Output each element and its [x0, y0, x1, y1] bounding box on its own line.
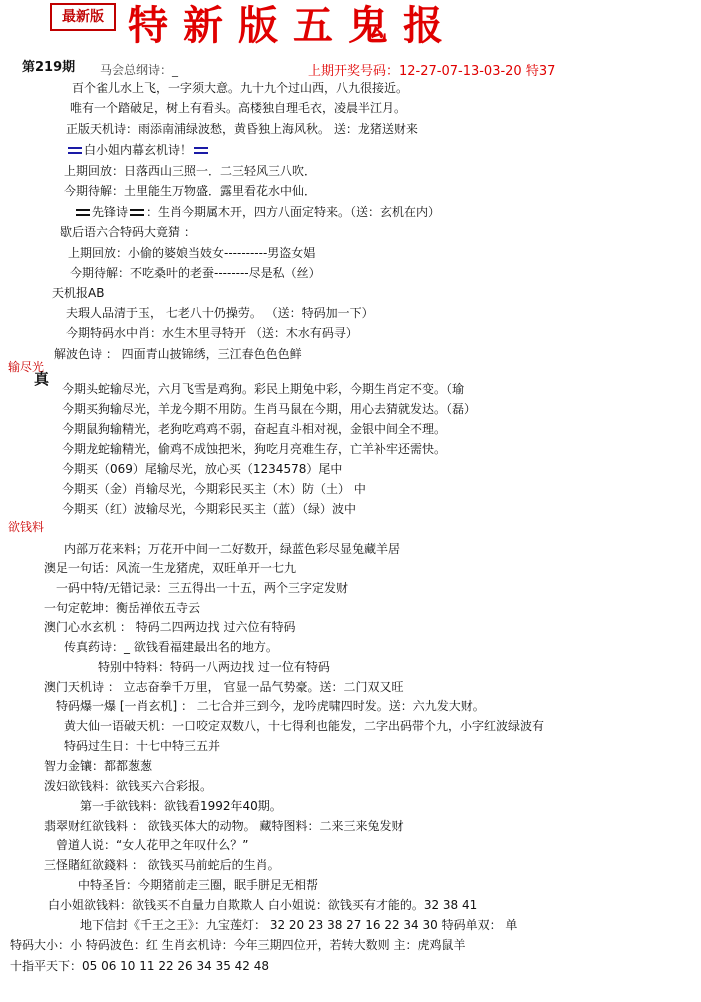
fax-poem: 传真药诗：_ 欲钱看福建最出名的地方。: [64, 640, 278, 654]
page-title: 特新版五鬼报: [128, 2, 458, 49]
tianji-poem: 正版天机诗：雨添南浦绿波愁，黄昏独上海风秋。 送：龙猪送财来: [66, 122, 418, 136]
one-code-special: 一码中特/无错记录：三五得出一十五，两个三字定发财: [56, 581, 349, 595]
double-bar-icon: [194, 147, 208, 154]
riddle-heading: 歇后语六合特码大竟猜 ：: [60, 225, 196, 239]
bai-xiaojie-heading: 白小姐内幕玄机诗！: [66, 142, 210, 158]
poem-line-2: 唯有一个踏破足，树上有看头。高楼独自理毛衣，凌晨半江月。: [70, 101, 407, 115]
to-solve-2: 今期待解：不吃桑叶的老蚕--------尽是私（丝）: [70, 266, 321, 280]
lose-line-5: 今期买（069）尾输尽光，放心买（1234578）尾中: [62, 462, 343, 476]
inner-source: 内部万花来料；万花开中间一二好数开，绿蓝色彩尽显兔藏羊居: [64, 542, 401, 556]
macau-tianji-poem: 澳门天机诗 ： 立志奋拳千万里， 官显一品气势豪。送：二门双又旺: [44, 680, 404, 694]
first-hand-money: 第一手欲钱料：欲钱看1992年40期。: [80, 799, 282, 813]
master-poem-label: 马会总纲诗：_: [100, 63, 179, 77]
lose-line-7: 今期买（红）波输尽光，今期彩民买主（蓝）（绿）波中: [62, 502, 357, 516]
double-bar-icon: [130, 209, 144, 216]
special-material: 特别中特料：特码一八两边找 过一位有特码: [98, 660, 330, 674]
macau-one-line: 澳足一句话：风流一生龙猪虎，双旺单开一七九: [44, 561, 297, 575]
three-monsters-money: 三怪賭紅欲錢料 ： 欲钱买马前蛇后的生肖。: [44, 858, 280, 872]
double-bar-icon: [68, 147, 82, 154]
pioneer-poem: 先锋诗 ：生肖今期属木开，四方八面定特来。（送：玄机在内）: [74, 204, 440, 220]
poem-line-1: 百个雀儿水上飞，一字须大意。九十九个过山西，八九很接近。: [72, 81, 409, 95]
zhen-glyph: 真: [34, 370, 50, 388]
lose-line-1: 今期头蛇输尽光，六月飞雪是鸡狗。彩民上期兔中彩，今期生肖定不变。（瑜: [62, 382, 465, 396]
daoist-says: 曾道人说：“女人花甲之年叹什么？”: [56, 838, 249, 852]
underground-envelope: 地下信封《千王之王》：九宝莲灯： 32 20 23 38 27 16 22 34 30 特码单双： 单: [80, 918, 518, 932]
one-sentence: 一句定乾坤：衡岳禅依五寺云: [44, 601, 201, 615]
special-birthday: 特码过生日：十七中特三五并: [64, 739, 221, 753]
lose-line-2: 今期买狗输尽光，羊龙今期不用防。生肖马鼠在今期，用心去猜就发达。（磊）: [62, 402, 477, 416]
double-bar-icon: [76, 209, 90, 216]
ten-fingers: 十指平天下：05 06 10 11 22 26 34 35 42 48: [10, 959, 270, 973]
lose-line-4: 今期龙蛇输精光，偷鸡不成蚀把米，狗吃月亮难生存，亡羊补牢还需快。: [62, 442, 447, 456]
bai-xiaojie-money: 白小姐欲钱料：欲钱买不自量力自欺欺人 白小姐说：欲钱买有才能的。32 38 41: [48, 898, 478, 912]
shrew-money: 泼妇欲钱料：欲钱买六合彩报。: [44, 779, 213, 793]
desire-money-heading: 欲钱料: [8, 520, 45, 534]
special-decree: 中特圣旨：今期猪前走三圈，眠手胼足无相帮: [78, 878, 319, 892]
lose-line-6: 今期买（金）肖输尽光，今期彩民买主（木）防（土） 中: [62, 482, 366, 496]
tianji-ab-heading: 天机报AB: [52, 286, 105, 300]
lose-line-3: 今期鼠狗输精光，老狗吃鸡鸡不弱，奋起直斗相对视，金银中间全不理。: [62, 422, 447, 436]
special-code-burst: 特码爆一爆 [一肖玄机] ： 二七合并三到今，龙吟虎啸四时发。送：六九发大财。: [56, 699, 485, 713]
intelligence-gold: 智力金镶：都都葱葱: [44, 759, 153, 773]
macau-heart-water: 澳门心水玄机 ： 特码二四两边找 过六位有特码: [44, 620, 296, 634]
last-draw-result: 上期开奖号码：12-27-07-13-03-20 特37: [308, 64, 556, 79]
latest-edition-badge: 最新版: [50, 3, 116, 31]
to-solve-1: 今期待解：土里能生万物盛．露里看花水中仙．: [64, 184, 317, 198]
last-review-2: 上期回放：小偷的婆娘当妓女----------男盗女娼: [68, 246, 316, 260]
issue-number: 第219期: [22, 60, 76, 75]
size-and-color: 特码大小：小 特码波色：红 生肖玄机诗：今年三期四位开，若转大数则 主：虎鸡鼠羊: [10, 938, 466, 952]
lose-all-heading: 输尽光: [8, 360, 45, 374]
last-review-1: 上期回放：日落西山三照一．二三轻风三八吹．: [64, 164, 317, 178]
wong-tai-sin: 黄大仙一语破天机：一口咬定双数八，十七得利也能发，二字出码带个九，小字红波绿波有: [64, 719, 545, 733]
tianji-line-2: 今期特码水中肖：水生木里寻特开 （送：木水有码寻）: [66, 326, 358, 340]
wave-color-poem: 解波色诗 ： 四面青山披锦绣，三江春色色色鲜: [54, 347, 302, 361]
jade-money: 翡翠财红欲钱料 ： 欲钱买体大的动物。 藏特图料：二来三来兔发财: [44, 819, 404, 833]
tianji-line-1: 夫瑕人品清于玉， 七老八十仍操劳。 （送：特码加一下）: [66, 306, 374, 320]
